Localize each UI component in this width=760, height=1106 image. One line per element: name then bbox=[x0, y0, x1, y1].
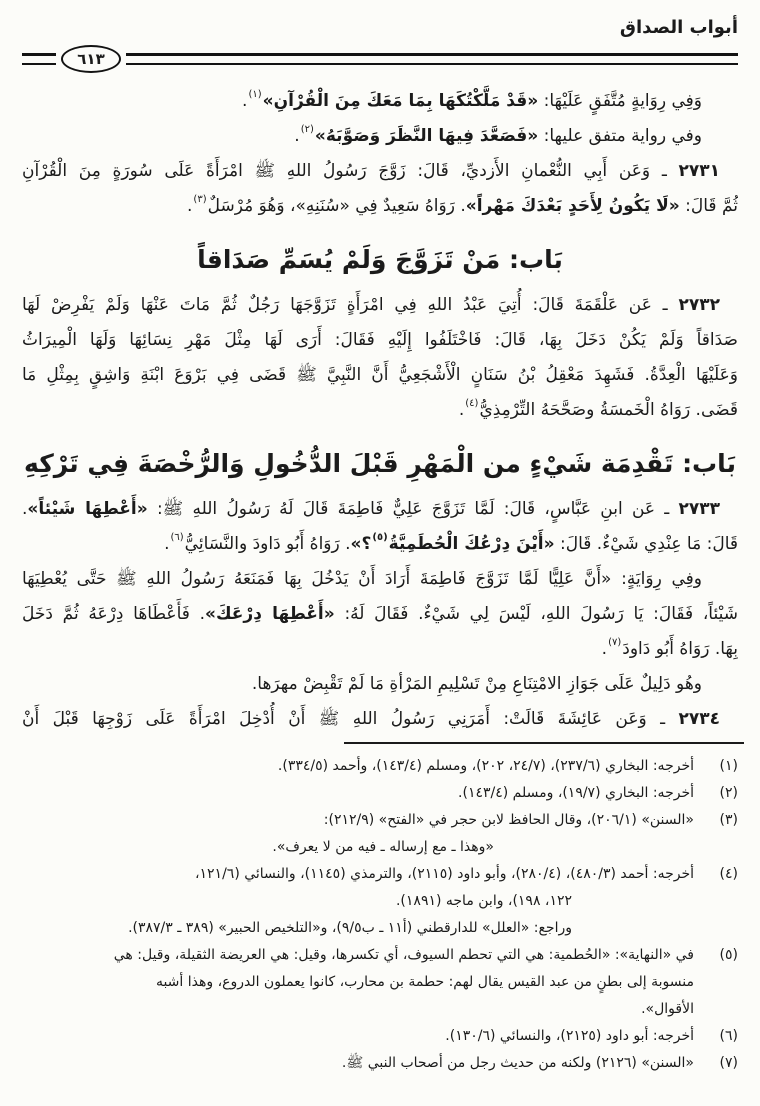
text-line: وهُو دَلِيلٌ عَلَى جَوَازِ الامْتِنَاعِ مِنْ تَسْلِيمِ المَرْأةِ مَا لَمْ تَقْبِضْ مهرَها. bbox=[251, 674, 702, 694]
footnote-number: (١) bbox=[719, 758, 738, 774]
footnote-line: في «النهاية»: «الحُطمية: هي التي تحطم السيوف، أي تكسرها، وقيل: هي العريضة الثقيلة، وقيل: هي bbox=[113, 947, 694, 963]
text-line: وفِي رِوَايَةٍ: «أَنَّ عَلِيًّا لَمَّا تَزَوَّجَ فَاطِمَةَ أَرَادَ أَنْ يَدْخُلَ بِهَا فَمَنَعَهُ رَسُولُ اللهِ ﷺ حَتَّى يُعْطِيَهَا bbox=[22, 569, 702, 589]
footnote-number: (٧) bbox=[719, 1055, 738, 1071]
footnote-line: أخرجه: أحمد (٤٨٠/٣)، (٢٨٠/٤)، وأبو داود (٢١١٥)، والترمذي (١١٤٥)، والنسائي (١٢١/٦، bbox=[194, 866, 694, 882]
text-line: وَعَلَيْهَا الْعِدَّةُ. فَشَهِدَ مَعْقِلُ بْنُ سَنَانٍ الْأَشْجَعِيُّ أَنَّ النَّبِيَّ ﷺ قَضَى فِي بَرْوَعَ ابْنَةِ وَاشِقٍ بِمِثْلِ مَا bbox=[22, 365, 738, 385]
page-number: ٦١٣ bbox=[77, 49, 105, 68]
chapter-title: أبواب الصداق bbox=[619, 17, 738, 38]
footnote bbox=[22, 780, 738, 807]
text-line: قَضَى. رَوَاهُ الْخَمسَةُ وصَحَّحَهُ التِّرْمِذِيُّ$^{(٤)}$. bbox=[458, 398, 738, 420]
paragraph bbox=[22, 492, 738, 562]
body-text bbox=[0, 74, 760, 737]
footnote-number: (٦) bbox=[719, 1028, 738, 1044]
text-line: صَدَاقاً وَلَمْ يَكُنْ دَخَلَ بِهَا، قَالَ: فَاخْتَلَفُوا إِلَيْهِ فَقَالَ: أَرَى لَهَا مِثْلَ مَهْرِ نِسَائِهَا وَلَهَا الْمِيرَاثُ bbox=[22, 330, 738, 350]
page-number-badge bbox=[61, 45, 121, 73]
footnote-line: منسوبة إلى بطنٍ من عبد القيس يقال لهم: حطمة بن محارب، كانوا يعملون الدروع، وهذا أشبه bbox=[155, 974, 694, 990]
footnote-line: «السنن» (٢١٢٦) ولكنه من حديث رجل من أصحاب النبي ﷺ. bbox=[341, 1055, 694, 1071]
footnote-line: «وهذا ـ مع إرساله ـ فيه من لا يعرف». bbox=[272, 839, 494, 855]
footnote-line: أخرجه: البخاري (١٩/٧)، ومسلم (١٤٣/٤). bbox=[458, 785, 694, 801]
text-line: ٢٧٣٢ ـ عَن عَلْقَمَةَ قَالَ: أُتِيَ عَبْدُ اللهِ فِي امْرَأَةٍ تَزَوَّجَهَا رَجُلٌ ثُمَّ مَاتَ عَنْهَا وَلَمْ يَفْرِضْ لَهَا bbox=[22, 295, 720, 315]
text-line: ٢٧٣٣ ـ عَن ابنِ عَبَّاسٍ، قَالَ: لَمَّا تَزَوَّجَ عَلِيٌّ فَاطِمَةَ قَالَ لَهُ رَسُولُ اللهِ ﷺ: «أَعْطِهَا شَيْئاً». bbox=[22, 499, 721, 519]
footnote-text bbox=[22, 753, 702, 780]
text-line: ثُمَّ قَالَ: «لَا يَكُونُ لِأَحَدٍ بَعْدَكَ مَهْراً». رَوَاهُ سَعِيدٌ فِي «سُنَنِهِ»، وَهُوَ مُرْسَلٌ$^{(٣)}$. bbox=[187, 194, 738, 216]
footnote-number: (٣) bbox=[719, 812, 738, 828]
footnote bbox=[22, 807, 738, 861]
footnote-line: الأقوال». bbox=[641, 1001, 694, 1017]
paragraph bbox=[22, 119, 738, 154]
paragraph bbox=[22, 667, 738, 702]
section-heading: بَاب: تَقْدِمَة شَيْءٍ من الْمَهْرِ قَبْلَ الدُّخُولِ وَالرُّخْصَةَ فِي تَرْكِهِ bbox=[24, 449, 736, 478]
text-line: ٢٧٣٤ ـ وَعَن عَائِشَةَ قَالَتْ: أَمَرَنِي رَسُولُ اللهِ ﷺ أَنْ أُدْخِلَ امْرَأَةً عَلَى زَوْجِهَا قَبْلَ أَنْ bbox=[22, 709, 720, 729]
paragraph bbox=[22, 288, 738, 428]
rule-main-segment bbox=[126, 53, 738, 65]
footnote-number: (٢) bbox=[719, 785, 738, 801]
text-line: قَالَ: مَا عِنْدِي شَيْءٌ. قَالَ: «أَيْنَ دِرْعُكَ الْحُطَمِيَّةُ$^{(٥)}$؟». رَوَاهُ أَبُو دَاودَ والنَّسَائِيُّ$^{(٦)}$. bbox=[164, 532, 738, 554]
text-line: شَيْئاً، فَقَالَ: يَا رَسُولَ اللهِ، لَيْسَ لِي شَيْءٌ. فَقَالَ لَهُ: «أَعْطِهَا دِرْعَكَ». فَأَعْطَاهَا دِرْعَهُ ثُمَّ دَخَلَ bbox=[22, 604, 738, 624]
text-line: ٢٧٣١ ـ وَعَن أَبِي النُّعْمانِ الأَزديِّ، قَالَ: زَوَّجَ رَسُولُ اللهِ ﷺ امْرَأَةً عَلَى سُورَةٍ مِنَ الْقُرْآنِ bbox=[22, 161, 720, 181]
footnote bbox=[22, 1050, 738, 1077]
paragraph bbox=[22, 84, 738, 119]
footnote bbox=[22, 1023, 738, 1050]
footnote-text bbox=[22, 861, 702, 942]
footnote bbox=[22, 861, 738, 942]
footnote bbox=[22, 753, 738, 780]
page-header bbox=[0, 0, 760, 74]
footnote-text bbox=[22, 942, 702, 1023]
footnote bbox=[22, 942, 738, 1023]
paragraph bbox=[22, 154, 738, 224]
text-line: وَفِي رِوَايةٍ مُتَّفَقٍ عَلَيْهَا: «قَدْ مَلَّكْتُكَهَا بِمَا مَعَكَ مِنَ الْقُرْآنِ»$^{(١)}$. bbox=[242, 89, 702, 111]
footnotes-section bbox=[0, 753, 760, 1077]
footnote-line: أخرجه: البخاري (٢٣٧/٦)، (٢٤/٧، ٢٠٢)، ومسلم (١٤٣/٤)، وأحمد (٣٣٤/٥). bbox=[277, 758, 694, 774]
footnote-text bbox=[22, 807, 702, 861]
text-line: بِهَا. رَوَاهُ أَبُو دَاودَ$^{(٧)}$. bbox=[601, 637, 738, 659]
footnote-line: «السنن» (٢٠٦/١)، وقال الحافظ لابن حجر في «الفتح» (٢١٢/٩): bbox=[323, 812, 694, 828]
footnote-line: أخرجه: أبو داود (٢١٢٥)، والنسائي (١٣٠/٦). bbox=[445, 1028, 694, 1044]
header-rule bbox=[22, 44, 738, 74]
footnote-divider bbox=[344, 742, 744, 744]
text-line: وفي رواية متفق عليها: «فَصَعَّدَ فِيهَا النَّظَرَ وَصَوَّبَهُ»$^{(٢)}$. bbox=[294, 124, 702, 146]
paragraph bbox=[22, 702, 738, 737]
footnote-line: وراجع: «العلل» للدارقطني (‭٩/٥ب ـ ١١أ‬)، و«التلخيص الحبير» (‭٣٨٧/٣ ـ ٣٨٩‬). bbox=[128, 920, 572, 936]
footnote-text bbox=[22, 1050, 702, 1077]
footnote-number: (٥) bbox=[719, 947, 738, 963]
section-heading: بَاب: مَنْ تَزَوَّجَ وَلَمْ يُسَمِّ صَدَاقاً bbox=[197, 245, 563, 274]
footnote-number: (٤) bbox=[719, 866, 738, 882]
footnote-text bbox=[22, 1023, 702, 1050]
footnote-text bbox=[22, 780, 702, 807]
footnote-line: ١٢٢، ١٩٨)، وابن ماجه (١٨٩١). bbox=[395, 893, 572, 909]
rule-left-segment bbox=[22, 53, 56, 65]
paragraph bbox=[22, 562, 738, 667]
